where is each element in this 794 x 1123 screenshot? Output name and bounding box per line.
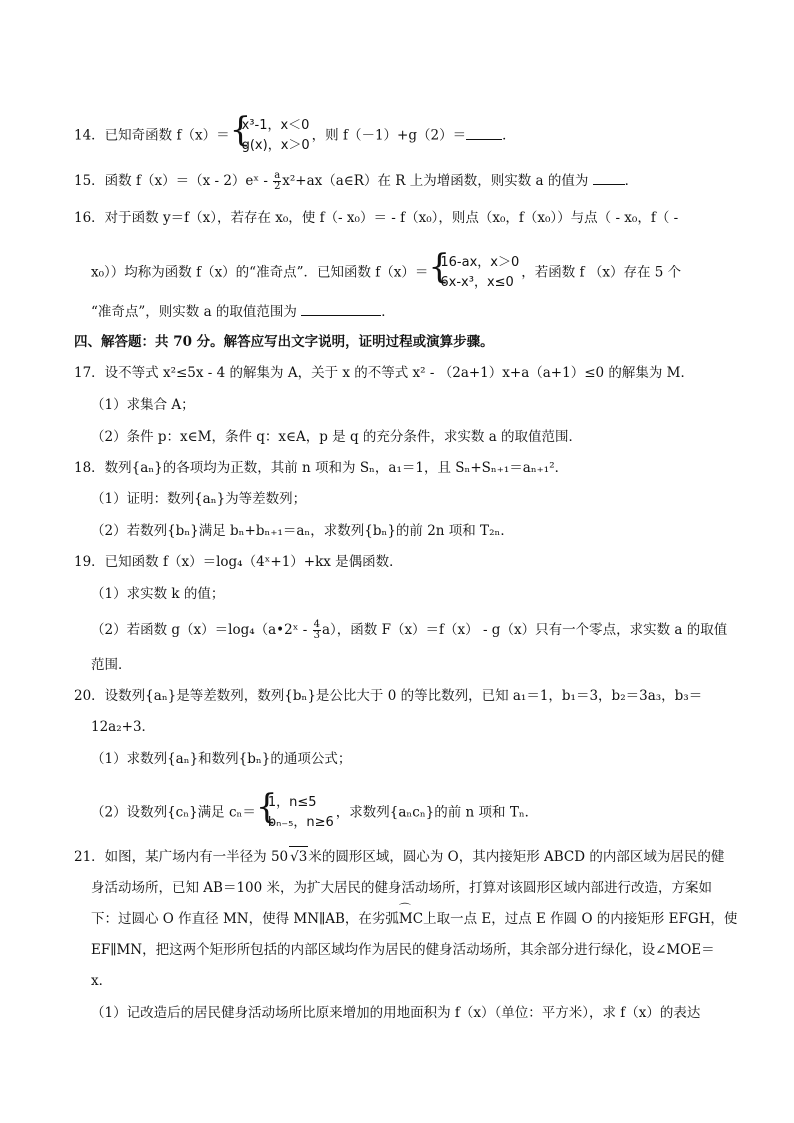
q14-prefix: 14．已知奇函数 bbox=[74, 127, 177, 144]
question-20-stem-2: 12a₂+3． bbox=[91, 719, 156, 735]
q21-l3-prefix: 下：过圆心 O 作直径 MN，使得 MN∥AB，在劣弧 bbox=[91, 911, 399, 927]
question-21-line-1 bbox=[74, 846, 734, 867]
q21-l1-prefix: 21．如图，某广场内有一半径为 50 bbox=[74, 849, 289, 865]
q19-frac-num: 4 bbox=[313, 619, 320, 630]
q15-suffix: x²+ax（a∈R）在 R 上为增函数，则实数 a 的值为 bbox=[282, 173, 589, 189]
q16-line3-text: “准奇点”，则实数 a 的取值范围为 bbox=[91, 304, 297, 320]
question-17-part-2: （2）条件 p：x∈M，条件 q：x∈A，p 是 q 的充分条件，求实数 a 的取值范围． bbox=[91, 429, 583, 445]
question-20-part-1: （1）求数列{aₙ}和数列{bₙ}的通项公式； bbox=[91, 751, 352, 767]
q21-l3-suffix: 上取一点 E，过点 E 作圆 O 的内接矩形 EFGH，使 bbox=[423, 911, 738, 927]
q15-prefix: 15．函数 f（x）＝（x - 2）eˣ - bbox=[74, 173, 273, 189]
question-20-stem-1: 20．设数列{aₙ}是等差数列，数列{bₙ}是公比大于 0 的等比数列，已知 a₁＝1，b₁＝3，b₂＝3a₃，b₃＝ bbox=[74, 688, 703, 704]
q14-end: ． bbox=[502, 127, 516, 144]
q21-sqrt: √3 bbox=[289, 846, 308, 867]
question-15 bbox=[74, 170, 734, 192]
question-21-line-5: x． bbox=[91, 973, 113, 989]
question-21-part-1: （1）记改造后的居民健身活动场所比原来增加的用地面积为 f（x）（单位：平方米），求 f（x）的表达 bbox=[91, 1005, 701, 1021]
q16-piecewise bbox=[430, 253, 519, 293]
question-17-part-1: （1）求集合 A； bbox=[91, 397, 195, 413]
q20-p2-suffix: ，求数列{aₙcₙ}的前 n 项和 Tₙ． bbox=[335, 804, 539, 821]
q14-fx: f（x）＝ bbox=[176, 127, 230, 144]
q15-frac-num: a bbox=[274, 170, 281, 181]
q20-p2-prefix: （2）设数列{cₙ}满足 cₙ＝ bbox=[91, 804, 256, 821]
question-21-line-2: 身活动场所，已知 AB＝100 米，为扩大居民的健身活动场所，打算对该圆形区域内部进行改造，方案如 bbox=[91, 880, 713, 896]
question-19-part-1: （1）求实数 k 的值； bbox=[91, 586, 225, 602]
q15-end: ． bbox=[624, 173, 639, 189]
section-4-heading: 四、解答题：共 70 分。解答应写出文字说明，证明过程或演算步骤。 bbox=[74, 334, 494, 350]
question-20-part-2 bbox=[91, 793, 734, 833]
q19-p2-prefix: （2）若函数 g（x）＝log₄（a•2ˣ - bbox=[91, 622, 312, 638]
q15-answer-blank[interactable] bbox=[593, 170, 625, 185]
question-19-stem: 19．已知函数 f（x）＝log₄（4ˣ+1）+kx 是偶函数． bbox=[74, 554, 403, 570]
question-16-line-3 bbox=[91, 301, 734, 322]
q20-case-1: { 1，n≤5 bbox=[267, 795, 317, 810]
q19-frac-den: 3 bbox=[313, 630, 320, 641]
q21-l1-suffix: 米的圆形区域，圆心为 O，其内接矩形 ABCD 的内部区域为居民的健 bbox=[308, 849, 725, 865]
q16-end: ． bbox=[381, 304, 395, 320]
question-18-part-1: （1）证明：数列{aₙ}为等差数列； bbox=[91, 491, 307, 507]
question-16-line-1: 16．对于函数 y＝f（x），若存在 x₀，使 f（- x₀）＝ - f（x₀），则点（x₀，f（x₀））与点（ - x₀，f（ - bbox=[74, 210, 679, 226]
q16-case-2: 6x-x³，x≤0 bbox=[440, 275, 514, 290]
q20-case-2: bₙ₋₅，n≥6 bbox=[267, 815, 334, 830]
question-17-stem: 17．设不等式 x²≤5x - 4 的解集为 A，关于 x 的不等式 x² - （2a+1）x+a（a+1）≤0 的解集为 M． bbox=[74, 365, 694, 381]
q16-answer-blank[interactable] bbox=[301, 301, 381, 316]
q21-arc-mc: ⌒ MC bbox=[399, 909, 423, 929]
q15-frac-den: 2 bbox=[274, 181, 281, 192]
q19-p2-suffix: a），函数 F（x）＝f（x） - g（x）只有一个零点，求实数 a 的取值 bbox=[321, 622, 728, 638]
question-16-line-2 bbox=[91, 253, 734, 293]
q16-suffix: ，若函数 f （x）存在 5 个 bbox=[521, 264, 682, 281]
question-19-part-2 bbox=[91, 620, 734, 641]
q16-case-1: { 16-ax，x＞0 bbox=[440, 255, 520, 270]
q14-piecewise bbox=[232, 116, 310, 156]
q14-case-2: g(x)，x＞0 bbox=[241, 138, 310, 153]
q15-fraction bbox=[273, 171, 281, 192]
q14-suffix: ，则 f（－1）+g（2）＝ bbox=[311, 127, 467, 144]
q20-piecewise bbox=[258, 793, 334, 833]
question-19-part-2-cont: 范围． bbox=[91, 657, 132, 673]
q16-prefix: x₀））均称为函数 f（x）的“准奇点”．已知函数 f（x）＝ bbox=[91, 264, 429, 281]
question-18-part-2: （2）若数列{bₙ}满足 bₙ+bₙ₊₁＝aₙ，求数列{bₙ}的前 2n 项和 T₂ₙ． bbox=[91, 523, 514, 539]
q21-sqrt-value: 3 bbox=[298, 849, 308, 865]
question-18-stem: 18．数列{aₙ}的各项均为正数，其前 n 项和为 Sₙ，a₁＝1，且 Sₙ+Sₙ₊₁＝aₙ₊₁²． bbox=[74, 460, 569, 476]
question-14 bbox=[74, 116, 734, 156]
q14-answer-blank[interactable] bbox=[466, 125, 502, 140]
q19-fraction bbox=[313, 620, 321, 641]
q14-case-1: { x³-1，x＜0 bbox=[241, 118, 310, 133]
question-21-line-3 bbox=[91, 909, 738, 929]
question-21-line-4: EF∥MN，把这两个矩形所包括的内部区域均作为居民的健身活动场所，其余部分进行绿化，设∠MOE＝ bbox=[91, 942, 715, 958]
